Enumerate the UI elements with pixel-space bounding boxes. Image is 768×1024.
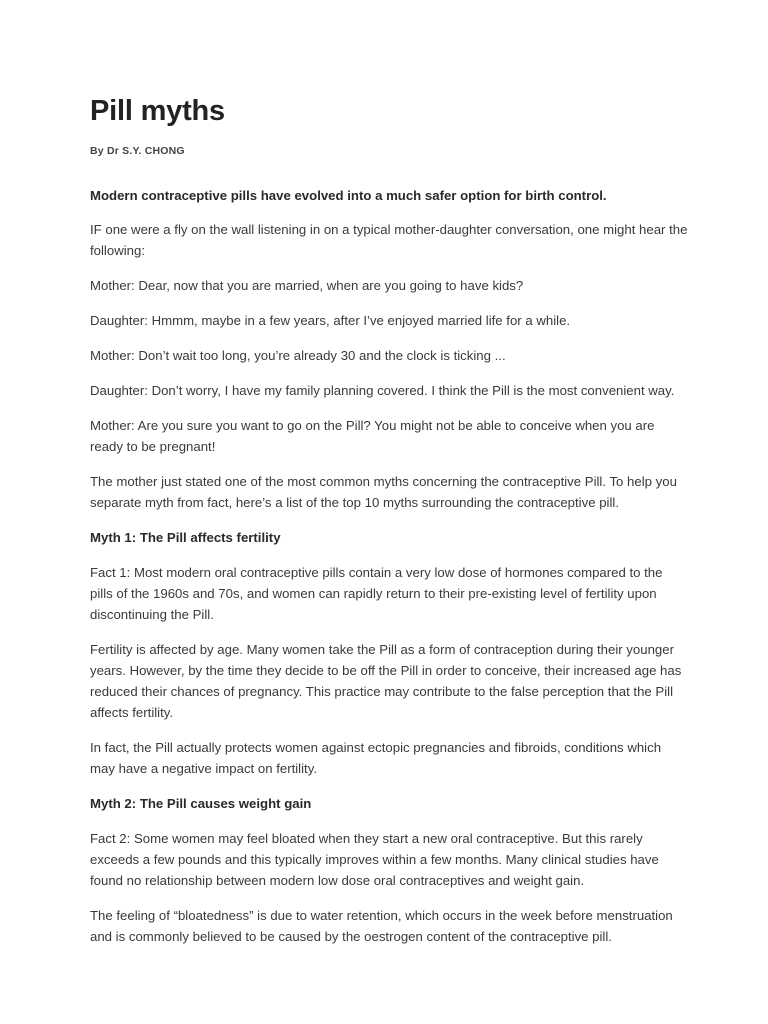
myth-1-paragraph: Fertility is affected by age. Many women take the Pill as a form of contraception during their younger years. However, by the time they decide to be off the Pill in order to conceive, their increased age has reduced their chances of pregnancy. This practice may contribute to the false perception that the Pill affects fertility.: [90, 642, 682, 720]
myth-1-heading: Myth 1: The Pill affects fertility: [90, 530, 281, 545]
dialogue-line: Daughter: Don’t worry, I have my family planning covered. I think the Pill is the most convenient way.: [90, 383, 675, 398]
intro-paragraph: IF one were a fly on the wall listening in on a typical mother-daughter conversation, one might hear the following:: [90, 222, 688, 258]
myth-2-heading: Myth 2: The Pill causes weight gain: [90, 796, 312, 811]
myth-1-paragraph: In fact, the Pill actually protects women against ectopic pregnancies and fibroids, conditions which may have a negative impact on fertility.: [90, 740, 662, 776]
dialogue-line: Mother: Dear, now that you are married, when are you going to have kids?: [90, 278, 524, 293]
myth-2-paragraph: The feeling of “bloatedness” is due to water retention, which occurs in the week before menstruation and is commonly believed to be caused by the oestrogen content of the contraceptive pill.: [90, 908, 673, 944]
dialogue-line: Mother: Don’t wait too long, you’re already 30 and the clock is ticking ...: [90, 348, 506, 363]
myth-1-paragraph: Fact 1: Most modern oral contraceptive pills contain a very low dose of hormones compared to the pills of the 1960s and 70s, and women can rapidly return to their pre-existing level of fertility upon discontinuing the Pill.: [90, 565, 663, 622]
body-paragraph: The mother just stated one of the most common myths concerning the contraceptive Pill. To help you separate myth from fact, here’s a list of the top 10 myths surrounding the contraceptive pill.: [90, 474, 677, 510]
article-title: Pill myths: [90, 95, 225, 127]
dialogue-line: Daughter: Hmmm, maybe in a few years, after I’ve enjoyed married life for a while.: [90, 313, 571, 328]
dialogue-line: Mother: Are you sure you want to go on the Pill? You might not be able to conceive when you are ready to be pregnant!: [90, 418, 655, 454]
article-byline: By Dr S.Y. CHONG: [90, 145, 185, 157]
myth-2-paragraph: Fact 2: Some women may feel bloated when they start a new oral contraceptive. But this rarely exceeds a few pounds and this typically improves within a few months. Many clinical studies have found no relationship between modern low dose oral contraceptives and weight gain.: [90, 831, 659, 888]
article-lead: Modern contraceptive pills have evolved into a much safer option for birth control.: [90, 188, 607, 203]
